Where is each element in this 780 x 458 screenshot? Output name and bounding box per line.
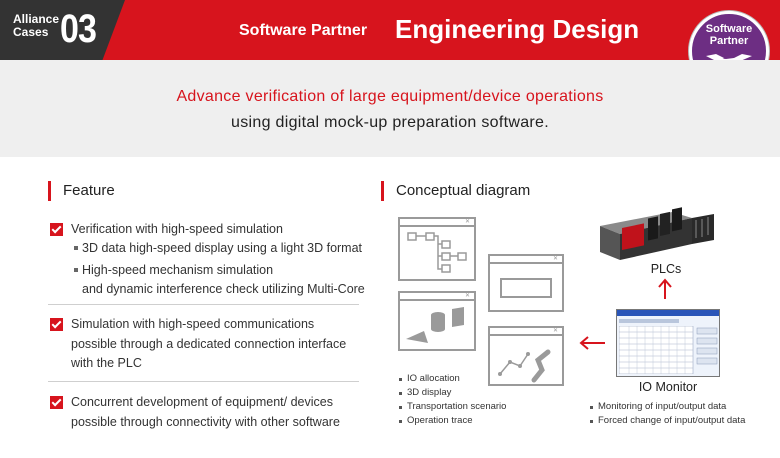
io-monitor-notes (590, 400, 745, 428)
check-icon (50, 318, 63, 331)
function-transportation-scenario: Transportation scenario (407, 401, 507, 412)
feature-item-1-bullet-3: and dynamic interference check utilizing Multi-Core (82, 282, 365, 296)
feature-item-2-line-3: with the PLC (71, 356, 142, 370)
bullet-icon (74, 268, 78, 272)
function-operation-trace: Operation trace (407, 415, 473, 426)
check-icon (50, 223, 63, 236)
scenario-window: ✕ (488, 254, 564, 312)
function-io-allocation: IO allocation (407, 373, 460, 384)
intro-band (0, 60, 780, 157)
document-frame (500, 278, 552, 298)
tree-diagram-icon (404, 231, 472, 277)
3d-shapes-icon (404, 305, 472, 347)
check-icon (50, 396, 63, 409)
io-monitor-screenshot (616, 309, 720, 377)
io-monitor-grid (619, 326, 719, 374)
feature-item-1-title: Verification with high-speed simulation (71, 222, 283, 236)
3d-display-window: ✕ (398, 291, 476, 351)
badge-line2: Partner (709, 35, 749, 47)
feature-item-3-line-2: possible through connectivity with other software (71, 415, 340, 429)
alliance-text: Alliance (13, 12, 60, 26)
arrow-up-icon (658, 278, 672, 300)
arrow-left-icon (578, 336, 606, 350)
bullet-icon (74, 246, 78, 250)
feature-item-3-line-1: Concurrent development of equipment/ devices (71, 395, 333, 409)
alliance-cases-label (13, 13, 59, 39)
diagram-heading: Conceptual diagram (381, 181, 530, 201)
header-bar (0, 0, 780, 60)
feature-item-2-line-1: Simulation with high-speed communications (71, 317, 315, 331)
function-3d-display: 3D display (407, 387, 452, 398)
feature-heading: Feature (48, 181, 115, 201)
operation-trace-window: ✕ (488, 326, 564, 386)
io-monitor-toolbar (619, 319, 679, 323)
feature-item-1-bullet-1: 3D data high-speed display using a light 3D format (82, 241, 363, 255)
cases-text: Cases (13, 25, 49, 39)
software-function-list (399, 372, 506, 428)
badge-text (692, 23, 766, 47)
feature-item-2-line-2: possible through a dedicated connection interface (71, 337, 347, 351)
plcs-label: PLCs (650, 262, 682, 276)
io-allocation-window: ✕ (398, 217, 476, 281)
io-monitor-label: IO Monitor (638, 380, 698, 394)
badge-line1: Software (705, 23, 753, 35)
io-monitor-titlebar (617, 310, 719, 316)
divider (48, 304, 359, 305)
header-subtitle: Software Partner (239, 22, 368, 39)
divider (48, 381, 359, 382)
note-monitoring: Monitoring of input/output data (598, 401, 727, 412)
intro-line-1: Advance verification of large equipment/device operations (176, 88, 604, 105)
plc-hardware-image (594, 204, 722, 262)
intro-line-2: using digital mock-up preparation software. (231, 114, 549, 131)
feature-item-1-bullet-2: High-speed mechanism simulation (82, 263, 274, 277)
note-forced-change: Forced change of input/output data (598, 415, 746, 426)
page-title: Engineering Design (395, 14, 640, 44)
case-number: 03 (60, 7, 97, 51)
